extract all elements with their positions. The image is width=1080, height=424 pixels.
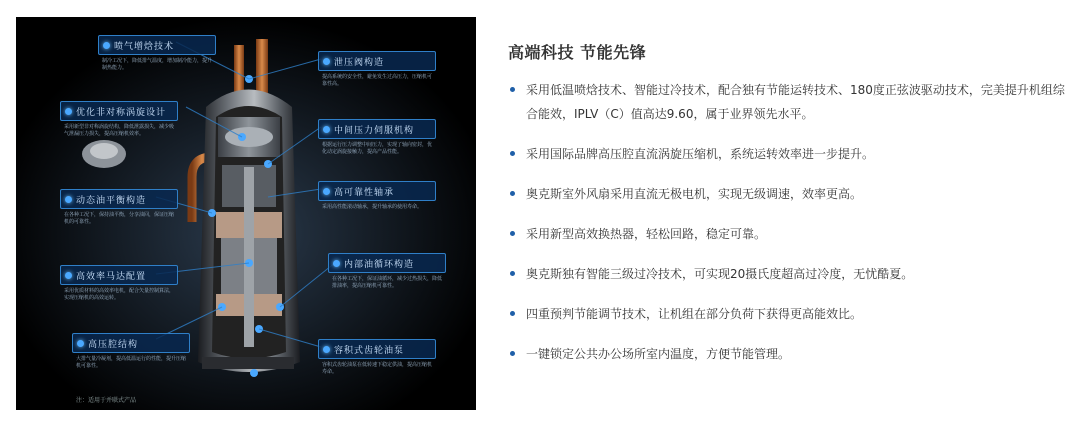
callout-intermediate-pressure: 中间压力伺服机构 根据运行压力调整中间压力，实现了轴向密封，优化动定涡旋接触力，提高产品性能。 [318,119,436,156]
list-item: 奥克斯室外风扇采用直流无极电机，实现无级调速，效率更高。 [510,182,1070,206]
callout-dot-icon [323,126,330,133]
callout-asymmetric-scroll: 优化非对称涡旋设计 采用新型非对称涡旋结构，降低泄露损失，减少吸气泄漏压力损失，提高压缩机效率。 [60,101,178,138]
bullet-icon [510,311,515,316]
callout-dot-icon [333,260,340,267]
section-title: 高端科技 节能先锋 [508,43,647,62]
callout-dot-icon [77,340,84,347]
callout-oil-circulation: 内部油循环构造 在各种工况下，保证油循环，减少过热损失，降低排油率，提高压缩机可靠性。 [328,253,446,290]
callout-dot-icon [65,108,72,115]
bullet-icon [510,231,515,236]
discharge-pipe [234,45,244,95]
list-item: 一键锁定公共办公场所室内温度，方便节能管理。 [510,342,1070,366]
list-item: 采用国际品牌高压腔直流涡旋压缩机，系统运转效率进一步提升。 [510,142,1070,166]
callout-dot-icon [323,58,330,65]
feature-list [510,78,1070,366]
callout-vapor-injection: 喷气增焓技术 制冷工况下，降低排气温度，增加制冷能力，提升制热能力。 [98,35,216,72]
bullet-icon [510,271,515,276]
callout-high-pressure-chamber: 高压腔结构 大排气量冷凝剂，提高低温运行的性能，提升压缩机可靠性。 [72,333,190,370]
callout-gear-oil-pump: 容积式齿轮油泵 容积式齿轮油泵在低转速下稳定供油，提高压缩机寿命。 [318,339,436,376]
callout-relief-valve: 泄压阀构造 提高系统的安全性，避免发生过高压力，压缩机可靠性高。 [318,51,436,88]
callout-dot-icon [323,346,330,353]
callout-dot-icon [65,196,72,203]
callout-high-efficiency-motor: 高效率马达配置 采用优质材料的高效率电机，配合矢量控制算法，实现压缩机的高效运转。 [60,265,178,302]
callout-dot-icon [103,42,110,49]
callout-oil-balance: 动态油平衡构造 在各种工况下，保持油平衡，分享油回，保证压缩机的可靠性。 [60,189,178,226]
callout-dot-icon [65,272,72,279]
callout-reliable-bearing: 高可靠性轴承 采用高性能滚动轴承，提升轴承的使用寿命。 [318,181,436,211]
compressor-image-panel [16,17,476,410]
bullet-icon [510,87,515,92]
list-item: 采用新型高效换热器，轻松回路，稳定可靠。 [510,222,1070,246]
callout-dot-icon [323,188,330,195]
list-item: 四重预判节能调节技术，让机组在部分负荷下获得更高能效比。 [510,302,1070,326]
bullet-icon [510,351,515,356]
bullet-icon [510,151,515,156]
footnote: 注：适用于并联式产品 [76,397,137,404]
list-item: 采用低温喷焓技术、智能过冷技术，配合独有节能运转技术、180度正弦波驱动技术，完美提升机组综合能效，IPLV（C）值高达9.60，属于业界领先水平。 [510,78,1070,126]
list-item: 奥克斯独有智能三级过冷技术，可实现20摄氏度超高过冷度，无忧酷夏。 [510,262,1070,286]
bullet-icon [510,191,515,196]
